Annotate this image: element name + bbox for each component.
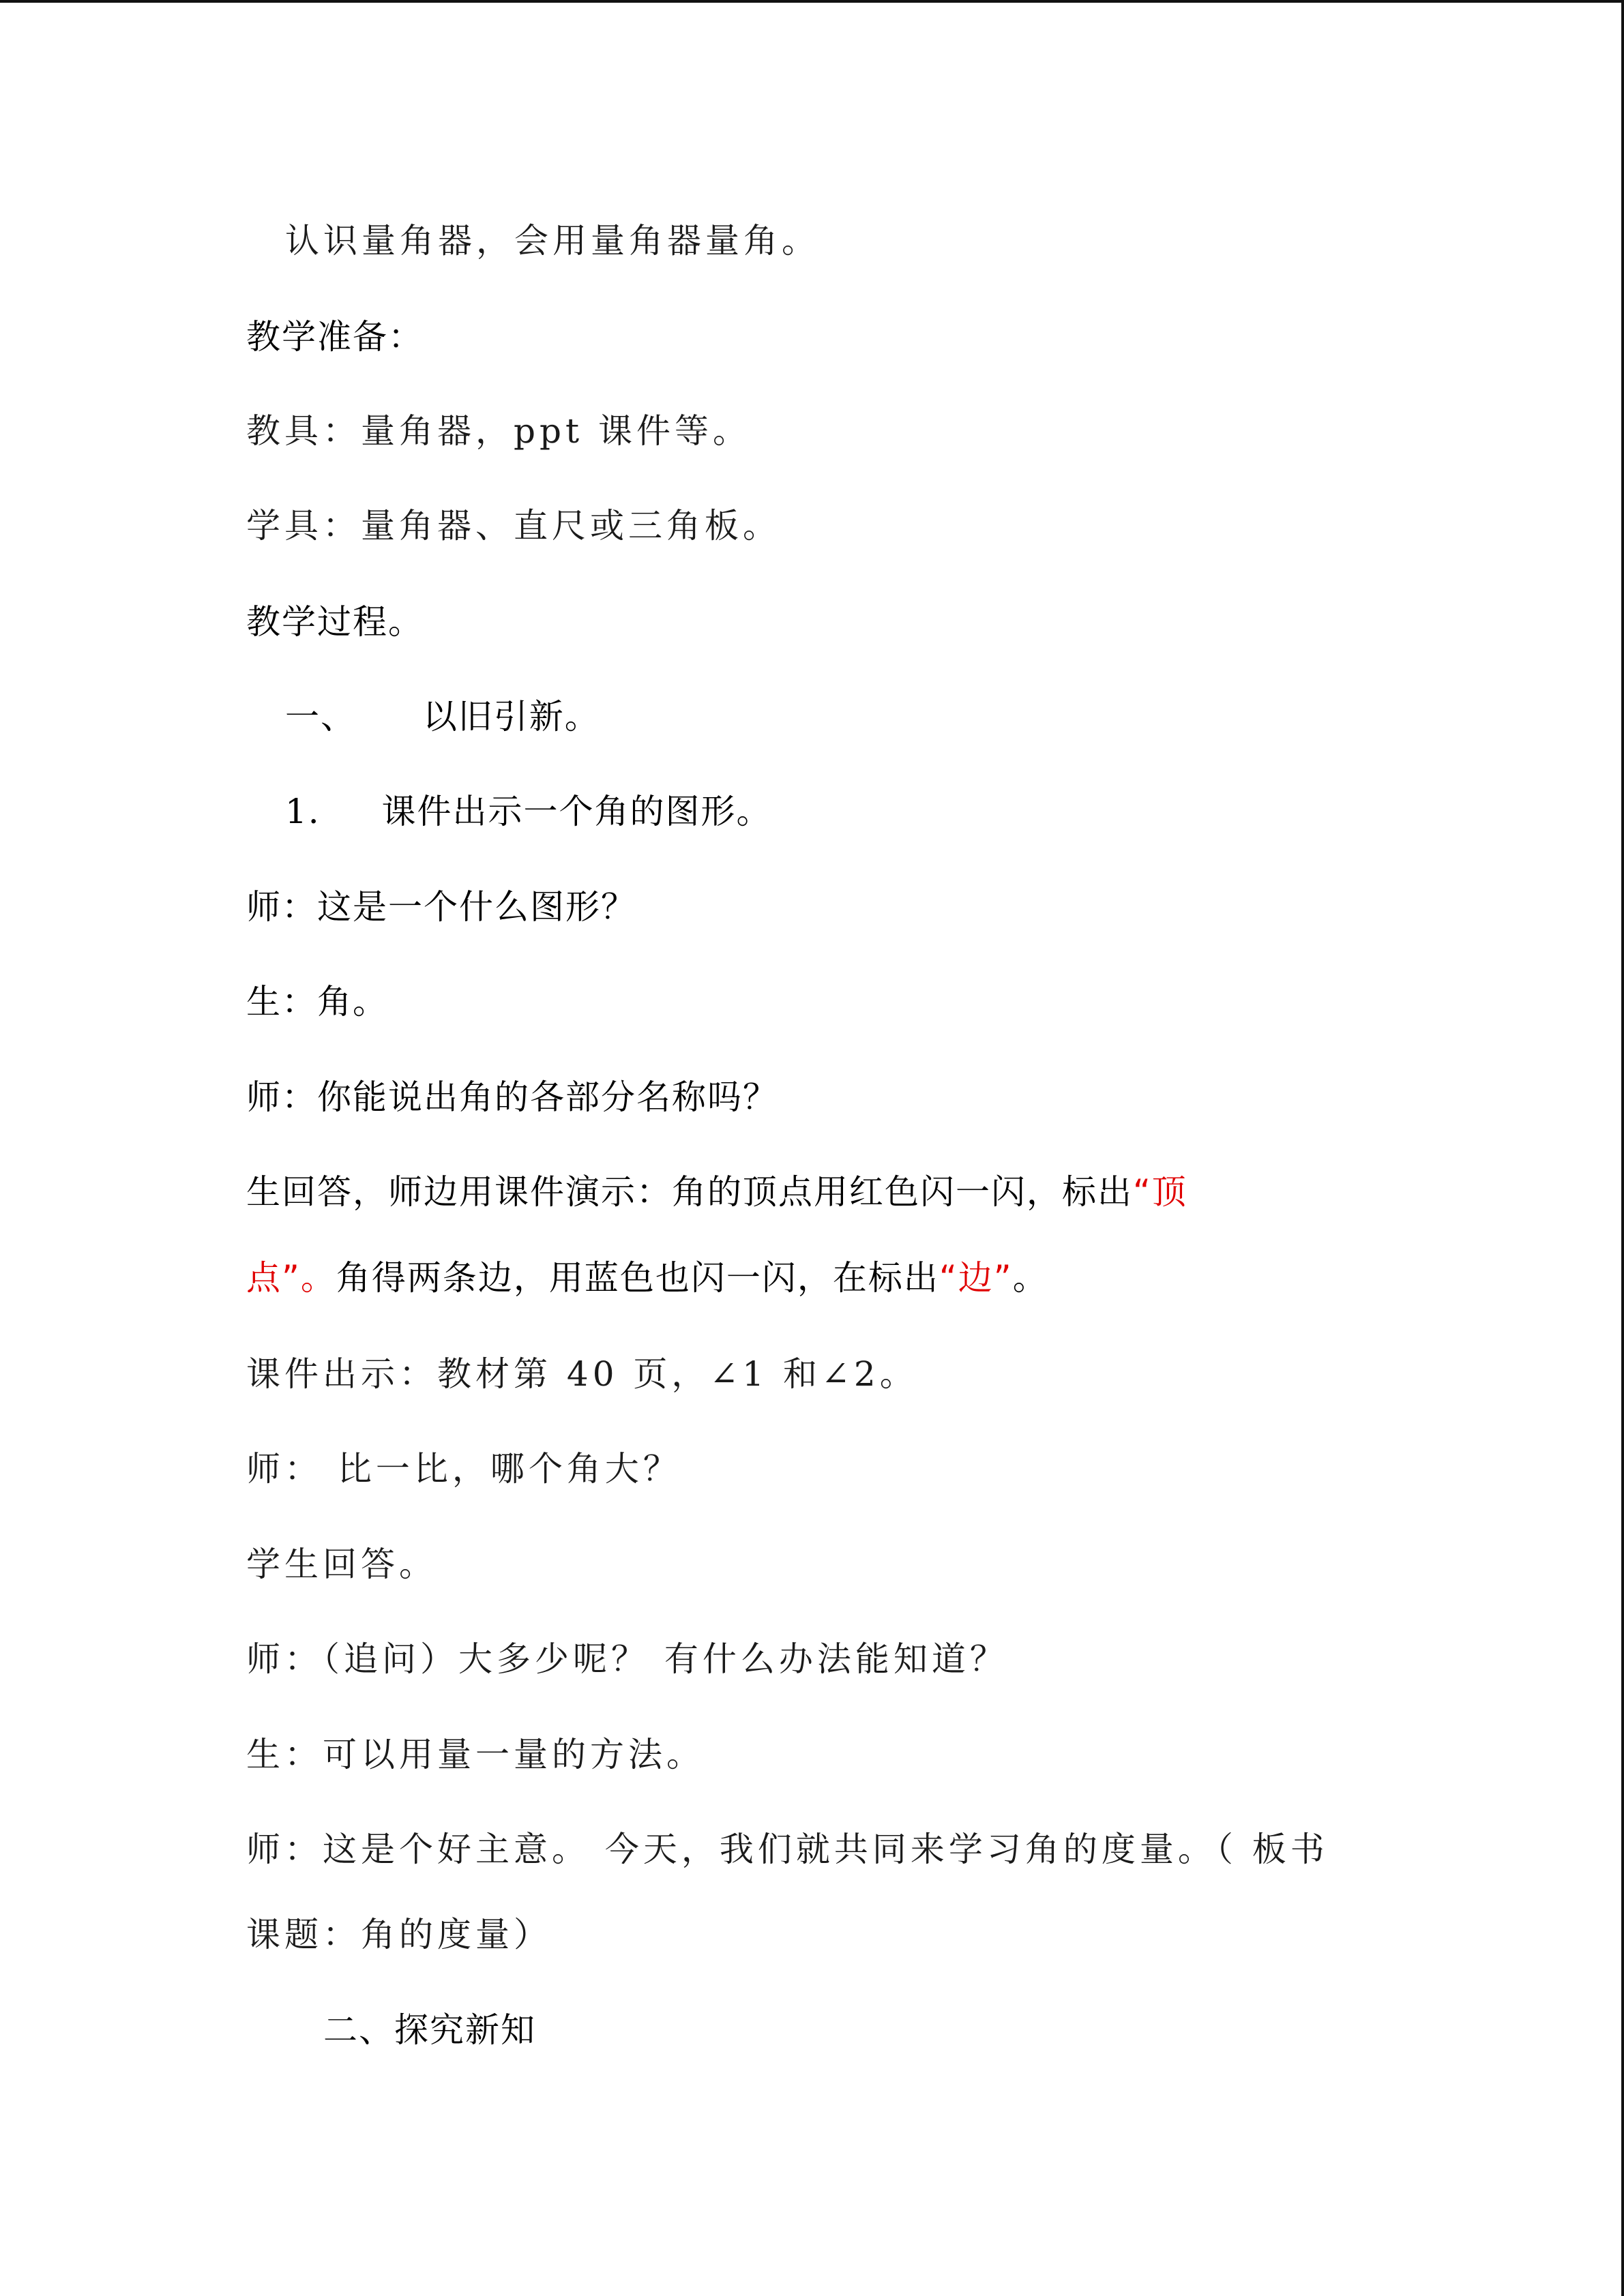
section1-number: 一、 xyxy=(285,697,356,736)
teacher-question-4 xyxy=(246,1639,1008,1679)
prep-heading-text: 教学准备： xyxy=(246,317,424,357)
student-answer-3 xyxy=(246,1545,437,1584)
demo-line-1 xyxy=(246,1172,1187,1212)
teacher-question-2 xyxy=(246,1077,778,1117)
student-answer-4 xyxy=(246,1735,705,1774)
process-heading-text: 教学过程。 xyxy=(246,602,424,642)
objective-line xyxy=(285,221,820,260)
teacher-tools-text: 教具：量角器，ppt 课件等。 xyxy=(246,411,751,451)
courseware-line xyxy=(246,1354,918,1394)
courseware-text: 课件出示：教材第 40 页，∠1 和∠2。 xyxy=(246,1354,918,1394)
student-tools-text: 学具：量角器、直尺或三角板。 xyxy=(246,506,781,546)
teacher-statement-1 xyxy=(246,1830,1329,1869)
demo-line-1-text: 生回答，师边用课件演示：角的顶点用红色闪一闪，标出 xyxy=(246,1172,1133,1212)
demo-line-2 xyxy=(246,1258,1048,1298)
prep-heading xyxy=(246,317,424,357)
teacher-question-1-text: 师：这是一个什么图形？ xyxy=(246,887,636,927)
edge-label: “边” xyxy=(939,1258,1013,1298)
student-answer-1 xyxy=(246,982,388,1022)
item1-number: 1. xyxy=(285,792,321,831)
teacher-question-3 xyxy=(246,1449,681,1489)
item1-line xyxy=(285,794,772,829)
teacher-statement-2-text: 课题：角的度量） xyxy=(246,1915,552,1954)
teacher-statement-2 xyxy=(246,1915,552,1954)
process-heading xyxy=(246,602,424,642)
student-answer-1-text: 生：角。 xyxy=(246,982,388,1022)
page-right-border xyxy=(1621,0,1624,2296)
student-answer-3-text: 学生回答。 xyxy=(246,1545,437,1584)
student-tools-line xyxy=(246,506,781,546)
item1-text: 课件出示一个角的图形。 xyxy=(381,792,772,831)
section1-title: 以旧引新。 xyxy=(422,697,600,736)
section2-heading xyxy=(323,2010,536,2050)
section2-title: 二、探究新知 xyxy=(323,2010,536,2050)
vertex-label-end: 点”。 xyxy=(246,1258,336,1298)
vertex-label-start: “顶 xyxy=(1133,1172,1187,1212)
teacher-question-1 xyxy=(246,887,636,927)
demo-line-2-text: 角得两条边，用蓝色也闪一闪，在标出 xyxy=(336,1258,939,1298)
student-answer-4-text: 生：可以用量一量的方法。 xyxy=(246,1735,705,1774)
teacher-question-3-text: 师： 比一比，哪个角大？ xyxy=(246,1449,681,1489)
demo-line-2-end: 。 xyxy=(1012,1258,1048,1298)
teacher-question-4-text: 师：（追问）大多少呢？ 有什么办法能知道？ xyxy=(246,1639,1008,1679)
section1-heading xyxy=(285,697,600,736)
objective-text: 认识量角器，会用量角器量角。 xyxy=(285,221,820,260)
teacher-statement-1-text: 师：这是个好主意。 今天，我们就共同来学习角的度量。（ 板书 xyxy=(246,1830,1329,1869)
teacher-question-2-text: 师：你能说出角的各部分名称吗？ xyxy=(246,1077,778,1117)
page-top-border xyxy=(0,0,1624,3)
teacher-tools-line xyxy=(246,411,751,451)
